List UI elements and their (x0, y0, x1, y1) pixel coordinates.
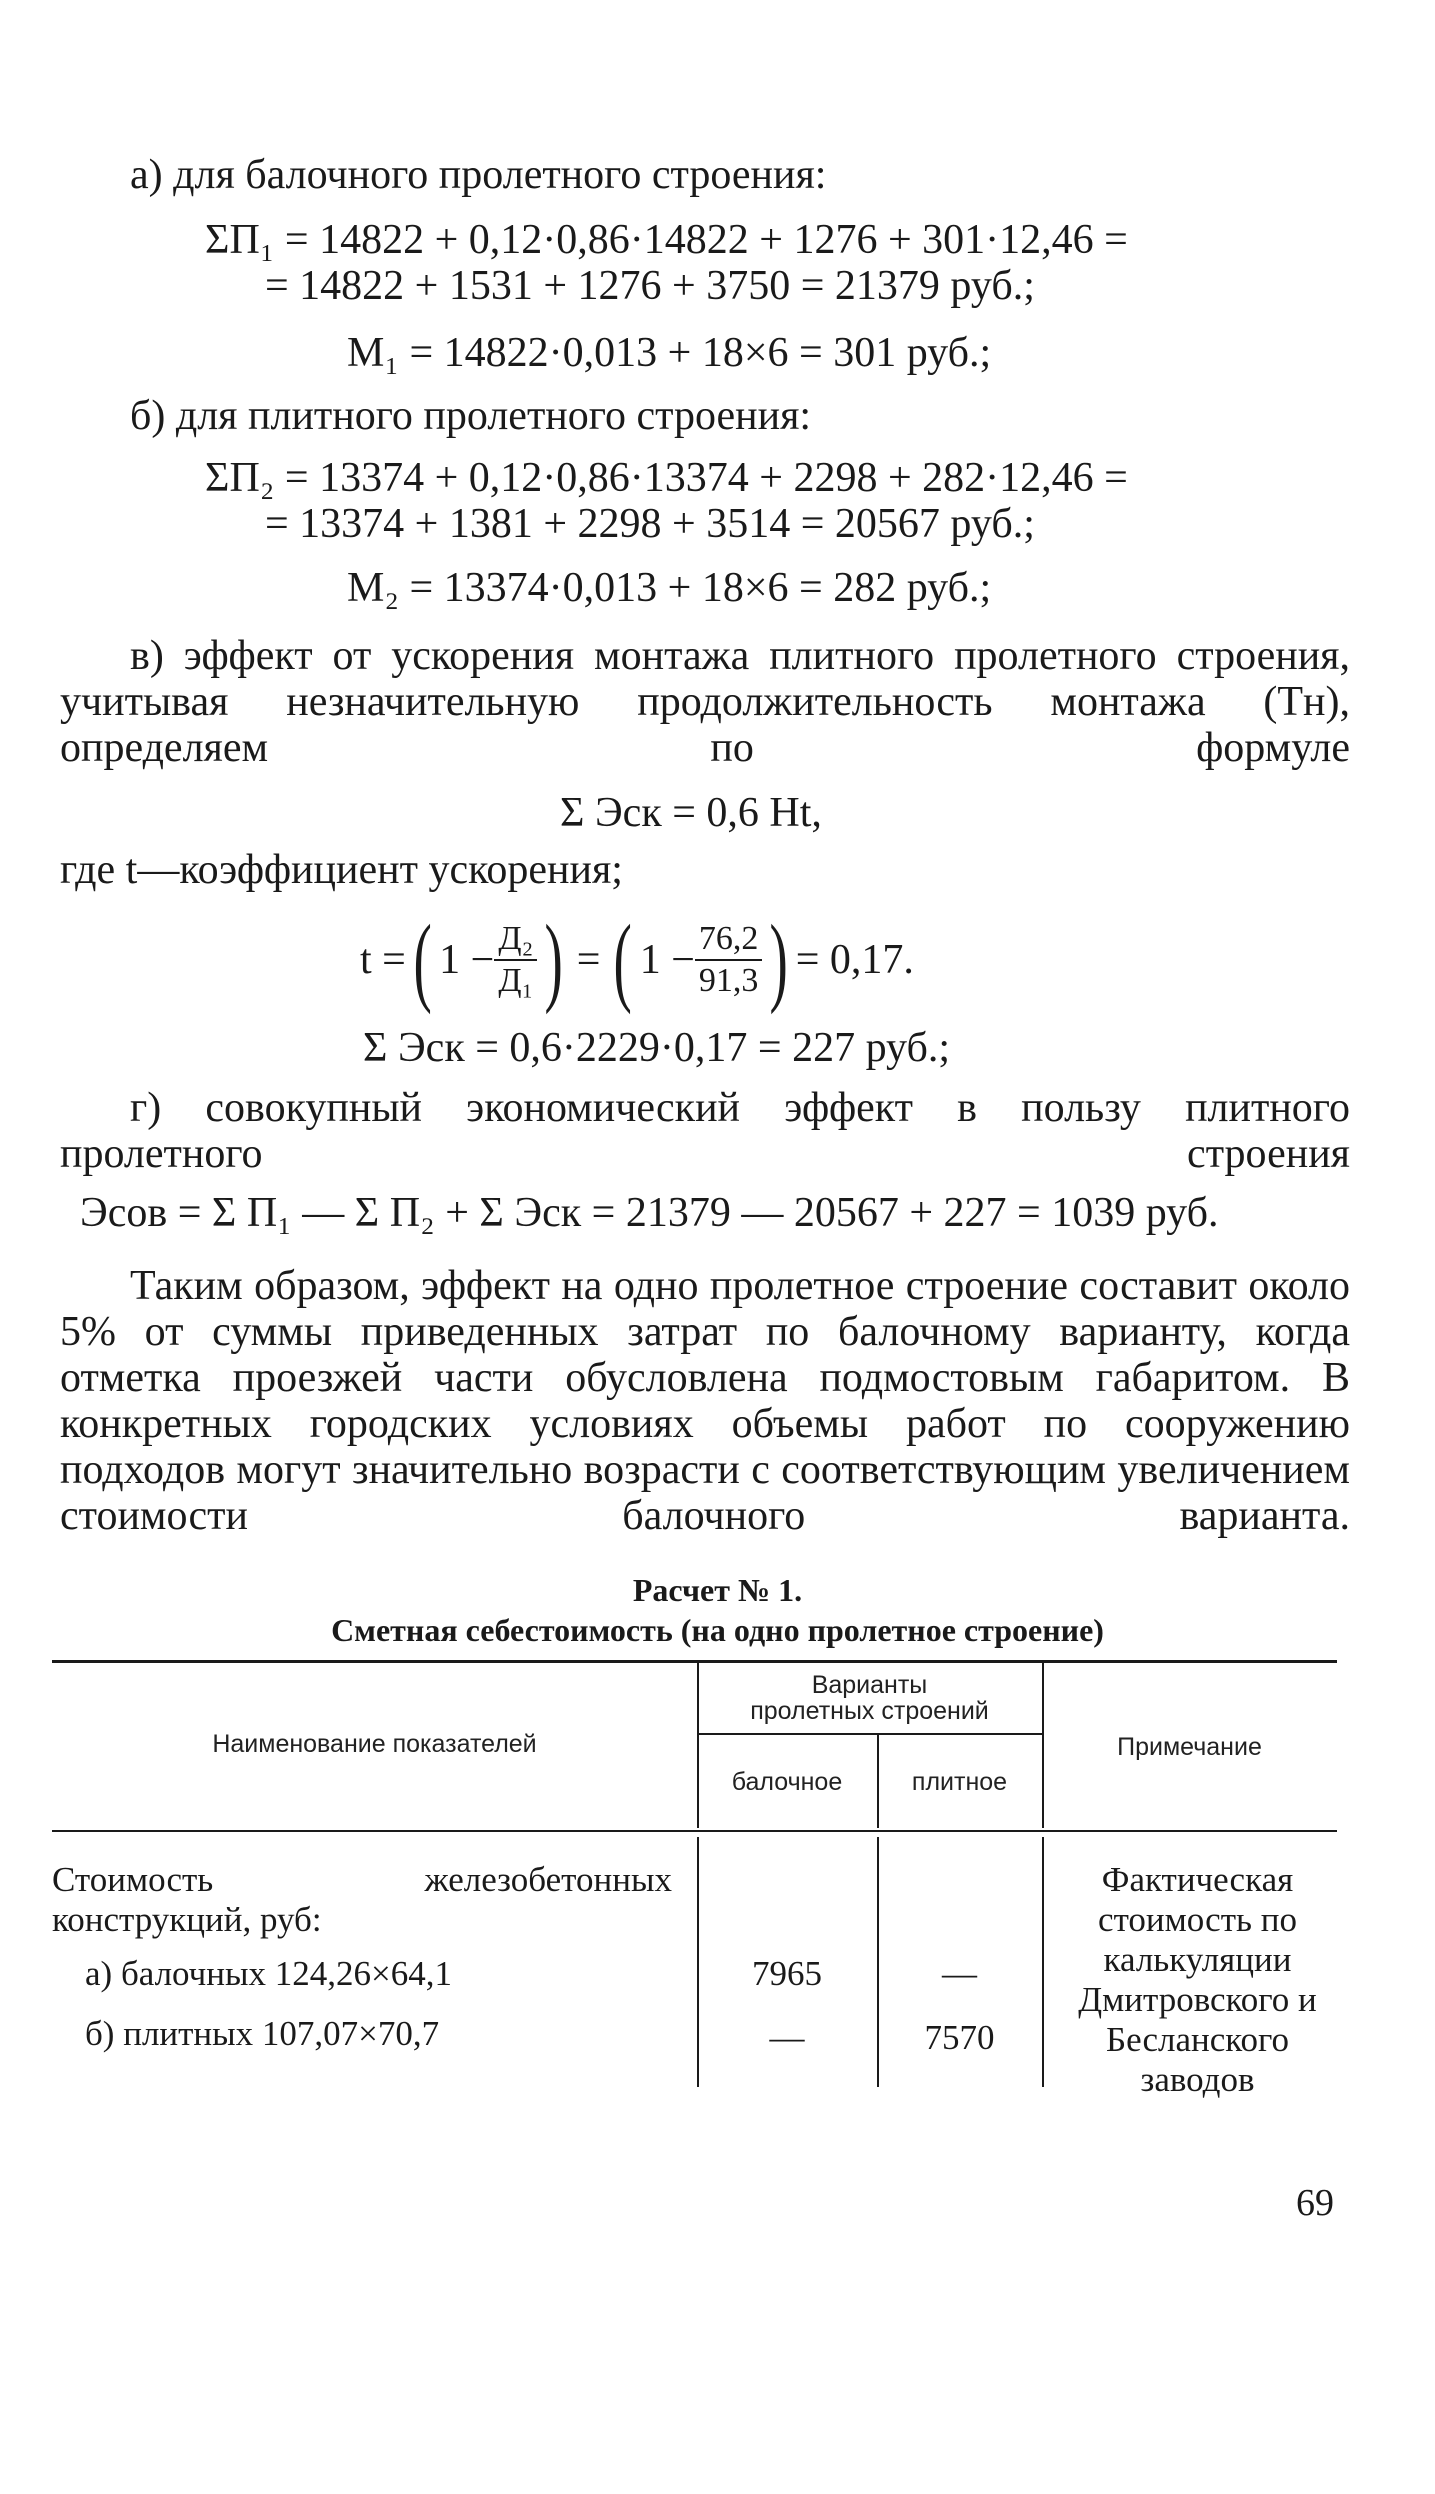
page-number: 69 (1296, 2182, 1334, 2224)
t-one: 1 − (439, 937, 495, 983)
row-beam-value-beam: 7965 (752, 1954, 822, 1993)
item-d-text: г) совокупный экономический эффект в пользу плитного пролетного строения (60, 1085, 1350, 1177)
t-one: 1 − (639, 937, 695, 983)
col-header-note: Примечание (1117, 1733, 1262, 1761)
close-paren: ) (544, 904, 564, 1015)
t-result: = 0,17. (795, 937, 914, 983)
fraction-d-den: Д₁ (498, 962, 534, 999)
close-paren: ) (769, 904, 789, 1015)
body-divider (1042, 1837, 1044, 2087)
formula-esk: Σ Эск = 0,6 Ht, (560, 790, 822, 836)
col-header-variants: Варианты пролетных строений (750, 1671, 989, 1725)
item-a-label: а) для балочного пролетного строения: (130, 152, 827, 198)
col-header-beam: балочное (731, 1768, 843, 1796)
t-lhs: t = (360, 937, 406, 983)
formula-t (360, 905, 914, 1015)
where-t: где t—коэффициент ускорения; (60, 847, 623, 893)
t-eq: = (576, 937, 601, 983)
col-header-slab: плитное (911, 1768, 1008, 1796)
item-c-text: в) эффект от ускорения монтажа плитного пролетного строения, учитывая незначительную продолжительность монтажа (Тн), определяем по формуле (60, 633, 1350, 771)
header-sub-rule (697, 1733, 1042, 1735)
row-slab-value-beam: — (769, 2018, 805, 2057)
row-slab-value-slab: 7570 (924, 2018, 995, 2057)
fraction-d (494, 919, 537, 1001)
row-slab-name: б) плитных 107,07×70,7 (85, 2014, 440, 2053)
formula-p2-line1: ΣП₂ = 13374 + 0,12·0,86·13374 + 2298 + 282·12,46 = (205, 455, 1128, 501)
header-bottom-rule (52, 1830, 1337, 1832)
open-paren: ( (613, 904, 633, 1015)
formula-esov: Эсов = Σ П₁ — Σ П₂ + Σ Эск = 21379 — 20567 + 227 = 1039 руб. (80, 1190, 1219, 1236)
formula-esk-calc: Σ Эск = 0,6·2229·0,17 = 227 руб.; (363, 1025, 950, 1071)
row-beam-value-slab: — (942, 1954, 977, 1993)
col-header-name: Наименование показателей (212, 1730, 537, 1758)
row-group-label: Стоимость железобетонных конструкций, руб: (52, 1860, 672, 1939)
note-cell: Фактическая стоимость по калькуляции Дмитровского и Бесланского заводов (1078, 1860, 1317, 2099)
table-title: Расчет № 1. (632, 1572, 803, 1608)
open-paren: ( (413, 904, 432, 1015)
item-b-label: б) для плитного пролетного строения: (130, 393, 812, 439)
fraction-values (695, 919, 763, 1001)
fraction-values-num: 76,2 (695, 919, 763, 961)
fraction-values-den: 91,3 (698, 962, 759, 999)
formula-p2-line2: = 13374 + 1381 + 2298 + 3514 = 20567 руб.; (265, 501, 1035, 547)
formula-m2: M₂ = 13374·0,013 + 18×6 = 282 руб.; (347, 565, 992, 611)
row-beam-name: а) балочных 124,26×64,1 (85, 1954, 452, 1993)
conclusion-paragraph: Таким образом, эффект на одно пролетное строение составит около 5% от суммы приведенных затрат по балочному варианту, когда отметка проезжей части обусловлена подмостовым габаритом. В конкретных городских условиях объемы работ по сооружению подходов могут значительно возрасти с соответствующим увеличением стоимости балочного варианта. (60, 1263, 1350, 1539)
table-subtitle: Сметная себестоимость (на одно пролетное строение) (331, 1612, 1104, 1648)
formula-p1-line2: = 14822 + 1531 + 1276 + 3750 = 21379 руб.; (265, 263, 1035, 309)
formula-p1-line1: ΣП₁ = 14822 + 0,12·0,86·14822 + 1276 + 301·12,46 = (205, 217, 1128, 263)
fraction-d-num: Д₂ (494, 919, 537, 961)
table-top-rule (52, 1660, 1337, 1663)
formula-m1: M₁ = 14822·0,013 + 18×6 = 301 руб.; (347, 330, 992, 376)
